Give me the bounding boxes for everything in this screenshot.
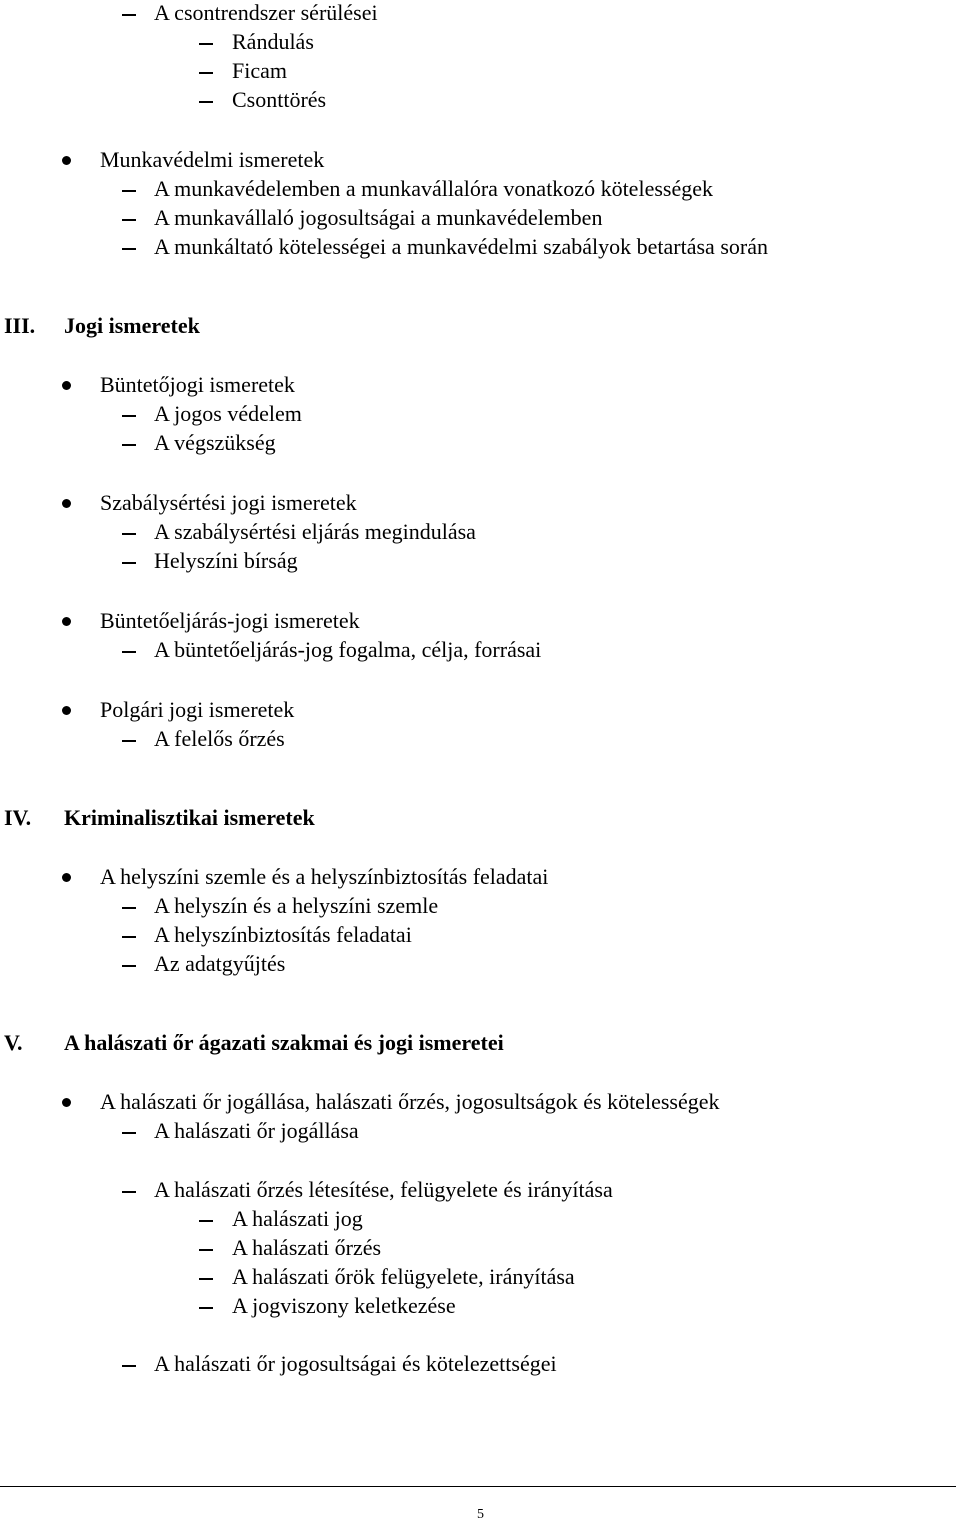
list-item-text: A jogos védelem [154,401,302,426]
section-heading: Kriminalisztikai ismeretek [64,805,315,830]
bullet-item-text: A helyszíni szemle és a helyszínbiztosítás feladatai [100,864,549,889]
list-item-text: Rándulás [232,29,314,54]
list-item-text: A halászati őr jogosultságai és kötelezettségei [154,1351,557,1376]
section-heading: Jogi ismeretek [64,313,200,338]
dash-marker [122,740,136,742]
list-item-text: A csontrendszer sérülései [154,0,378,25]
bullet-marker [62,706,71,715]
dash-marker [122,444,136,446]
list-item-text: A helyszínbiztosítás feladatai [154,922,412,947]
bullet-marker [62,499,71,508]
list-item-text: A halászati őr jogállása [154,1118,359,1143]
list-item-text: A munkavállaló jogosultságai a munkavédelemben [154,205,603,230]
bullet-item-text: Szabálysértési jogi ismeretek [100,490,357,515]
dash-marker [122,415,136,417]
section-number: V. [4,1030,23,1055]
list-item-text: A jogviszony keletkezése [232,1293,456,1318]
dash-marker [199,1307,213,1309]
dash-marker [199,1278,213,1280]
bullet-marker [62,1098,71,1107]
dash-marker [199,1249,213,1251]
bullet-marker [62,381,71,390]
section-number: IV. [4,805,32,830]
dash-marker [122,965,136,967]
list-item-text: A halászati jog [232,1206,363,1231]
list-item-text: Ficam [232,58,287,83]
dash-marker [199,1220,213,1222]
bullet-item-text: Büntetőeljárás-jogi ismeretek [100,608,360,633]
bullet-marker [62,617,71,626]
dash-marker [199,101,213,103]
list-item-text: A munkavédelemben a munkavállalóra vonatkozó kötelességek [154,176,713,201]
list-item-text: A halászati őrzés [232,1235,382,1260]
dash-marker [122,651,136,653]
list-item-text: A helyszín és a helyszíni szemle [154,893,439,918]
list-item-text: Az adatgyűjtés [154,951,286,976]
dash-marker [122,248,136,250]
dash-marker [199,72,213,74]
list-item-text: A büntetőeljárás-jog fogalma, célja, forrásai [154,637,542,662]
dash-marker [122,936,136,938]
list-item-text: A szabálysértési eljárás megindulása [154,519,476,544]
bullet-item-text: Büntetőjogi ismeretek [100,372,295,397]
dash-marker [122,190,136,192]
bullet-item-text: Munkavédelmi ismeretek [100,147,325,172]
section-heading: A halászati őr ágazati szakmai és jogi ismeretei [64,1030,504,1055]
list-item-text: Csonttörés [232,87,327,112]
dash-marker [122,562,136,564]
bullet-marker [62,873,71,882]
dash-marker [122,1191,136,1193]
dash-marker [122,1132,136,1134]
dash-marker [122,533,136,535]
list-item-text: A munkáltató kötelességei a munkavédelmi szabályok betartása során [154,234,768,259]
list-item-text: Helyszíni bírság [154,548,298,573]
list-item-text: A felelős őrzés [154,726,285,751]
bullet-item-text: A halászati őr jogállása, halászati őrzés, jogosultságok és kötelességek [100,1089,720,1114]
dash-marker [122,14,136,16]
list-item-text: A halászati őrzés létesítése, felügyelete és irányítása [154,1177,613,1202]
page-number: 5 [477,1507,484,1522]
bullet-marker [62,156,71,165]
section-number: III. [4,313,36,338]
dash-marker [122,219,136,221]
bullet-item-text: Polgári jogi ismeretek [100,697,295,722]
footer-divider [0,1486,956,1487]
dash-marker [122,907,136,909]
list-item-text: A végszükség [154,430,276,455]
list-item-text: A halászati őrök felügyelete, irányítása [232,1264,575,1289]
dash-marker [199,43,213,45]
dash-marker [122,1365,136,1367]
